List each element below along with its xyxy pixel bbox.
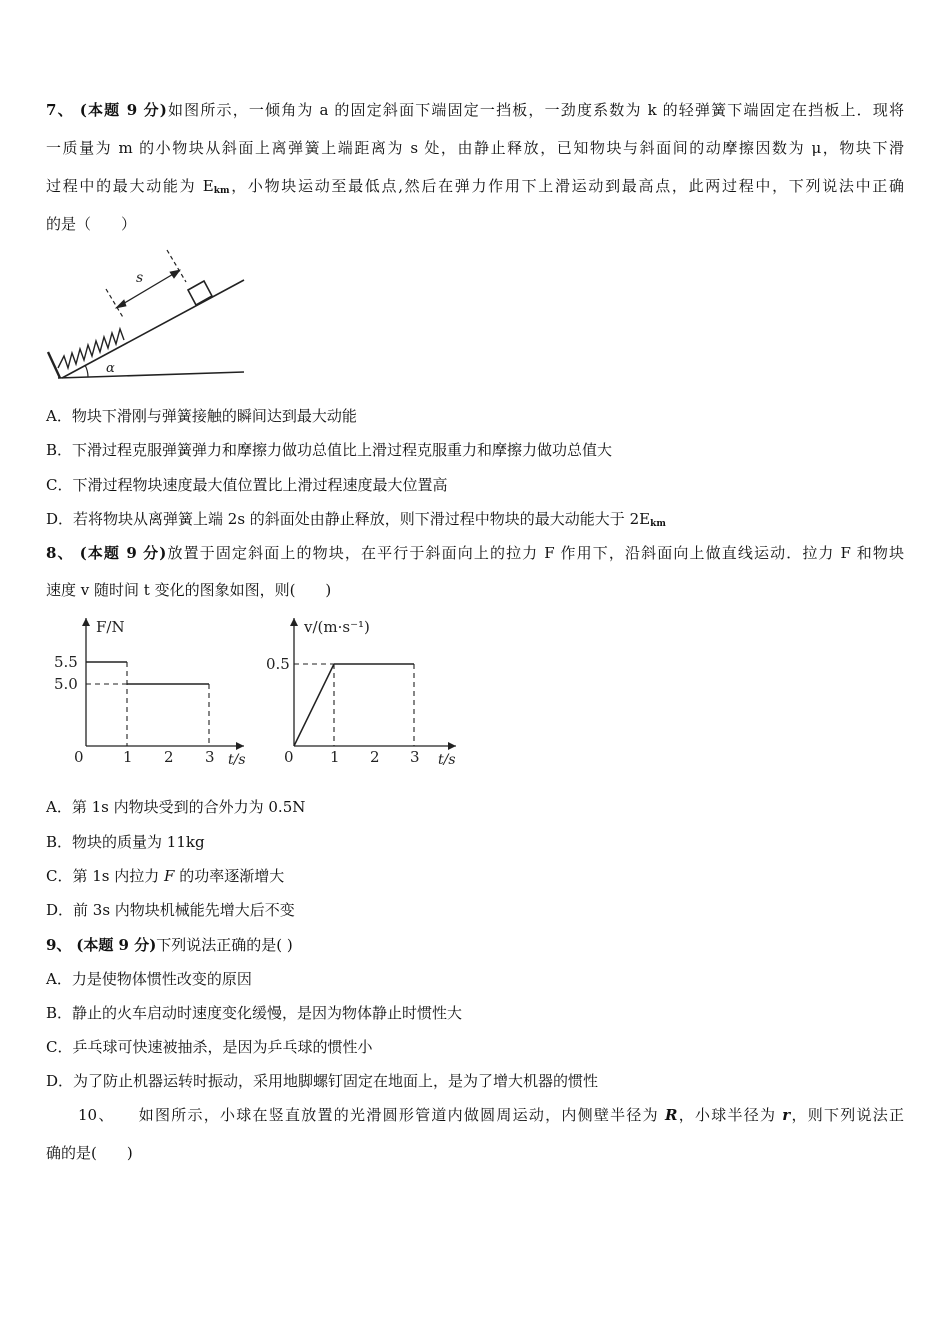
q7-text-3b: ，小物块运动至最低点,然后在弹力作用下上滑运动到最高点，此两过程中，下列说法中正确 xyxy=(229,177,905,195)
incline-line xyxy=(62,280,244,378)
f-y-tick-label: 5.5 xyxy=(54,653,78,671)
q7-line-3 xyxy=(46,176,904,201)
f-xlabel: t/s xyxy=(228,752,246,768)
q7-option-b-text: B．下滑过程克服弹簧弹力和摩擦力做功总值比上滑过程克服重力和摩擦力做功总值大 xyxy=(46,441,613,459)
q10-text-1c: ，则下列说法正 xyxy=(790,1106,904,1124)
f-y-tick-label: 5.0 xyxy=(54,675,78,693)
q10-R: R xyxy=(664,1106,678,1124)
s-arrow-line xyxy=(116,270,180,308)
q7-text-4: 的是（ ） xyxy=(46,215,137,233)
q7-option-a xyxy=(46,406,357,426)
q9-stem xyxy=(46,935,293,955)
force-time-chart xyxy=(48,612,258,774)
q10-line-2 xyxy=(46,1143,133,1163)
q8-number: 8、 xyxy=(46,544,74,562)
v-xlabel: t/s xyxy=(438,752,456,768)
q7-sub-km: km xyxy=(213,186,230,196)
v-y-tick-label: 0.5 xyxy=(266,655,290,673)
q8-option-c-text-a: C．第 1s 内拉力 xyxy=(46,867,165,885)
f-x-tick-label: 3 xyxy=(205,748,215,766)
q8-option-a-text: A．第 1s 内物块受到的合外力为 0.5N xyxy=(46,798,306,816)
q7-text-1: 如图所示，一倾角为 a 的固定斜面下端固定一挡板，一劲度系数为 k 的轻弹簧下端固定在挡板上．现将 xyxy=(166,101,905,119)
v-x-tick-label: 2 xyxy=(370,748,380,766)
q8-score: (本题 9 分) xyxy=(79,544,167,562)
baffle xyxy=(48,352,60,378)
q9-option-c xyxy=(46,1037,372,1057)
q10-number: 10、 xyxy=(78,1106,115,1124)
s-arrow-head-right xyxy=(170,270,180,278)
q9-option-c-text: C．乒乓球可快速被抽杀，是因为乒乓球的惯性小 xyxy=(46,1038,373,1056)
q10-r: r xyxy=(782,1106,791,1124)
q8-line-2 xyxy=(46,580,331,600)
q7-text-3a: 过程中的最大动能为 E xyxy=(46,177,214,195)
q9-option-a-text: A．力是使物体惯性改变的原因 xyxy=(46,970,252,988)
f-y-arrow xyxy=(82,618,90,626)
q9-option-b xyxy=(46,1003,462,1023)
q7-option-b xyxy=(46,440,612,460)
q8-line-1 xyxy=(46,543,904,563)
v-x-tick-label: 0 xyxy=(284,748,294,766)
v-series-segment xyxy=(294,664,334,746)
fig-alpha-label: α xyxy=(106,361,115,376)
q8-option-c-text-b: 的功率逐渐增大 xyxy=(174,867,285,885)
v-ylabel: v/(m·s⁻¹) xyxy=(304,618,370,636)
v-x-arrow xyxy=(448,742,456,750)
q9-stem-text: 下列说法正确的是( ) xyxy=(156,936,293,954)
q7-line-4 xyxy=(46,214,136,234)
q8-option-b xyxy=(46,832,205,852)
q7-option-c xyxy=(46,475,447,495)
q9-option-d xyxy=(46,1071,598,1091)
q8-option-d xyxy=(46,900,295,920)
q8-option-c xyxy=(46,866,284,886)
f-x-tick-label: 0 xyxy=(74,748,84,766)
q8-option-b-text: B．物块的质量为 11kg xyxy=(46,833,205,851)
f-x-tick-label: 2 xyxy=(164,748,174,766)
q7-line-2 xyxy=(46,138,904,158)
q7-option-d-text: D．若将物块从离弹簧上端 2s 的斜面处由静止释放，则下滑过程中物块的最大动能大于 2E xyxy=(46,510,651,528)
q8-option-d-text: D．前 3s 内物块机械能先增大后不变 xyxy=(46,901,295,919)
f-x-arrow xyxy=(236,742,244,750)
q7-option-d xyxy=(46,509,666,534)
q7-option-a-text: A．物块下滑刚与弹簧接触的瞬间达到最大动能 xyxy=(46,407,357,425)
block xyxy=(188,281,212,305)
q8-text-2: 速度 v 随时间 t 变化的图象如图，则( ) xyxy=(46,581,332,599)
angle-arc xyxy=(85,365,88,377)
dash-ref-block xyxy=(167,250,186,282)
f-ylabel: F/N xyxy=(96,618,125,636)
q9-option-a xyxy=(46,969,252,989)
q7-line-1 xyxy=(46,100,904,120)
f-x-tick-label: 1 xyxy=(123,748,133,766)
q8-option-a xyxy=(46,797,305,817)
q7-text-2: 一质量为 m 的小物块从斜面上离弹簧上端距离为 s 处，由静止释放，已知物块与斜面间的动摩擦因数为 μ，物块下滑 xyxy=(46,139,904,157)
q10-text-1b: ，小球半径为 xyxy=(677,1106,783,1124)
q7-number: 7、 xyxy=(46,101,74,119)
v-x-tick-label: 3 xyxy=(410,748,420,766)
q9-option-b-text: B．静止的火车启动时速度变化缓慢，是因为物体静止时惯性大 xyxy=(46,1004,463,1022)
q10-text-1a: 如图所示，小球在竖直放置的光滑圆形管道内做圆周运动，内侧壁半径为 xyxy=(138,1106,665,1124)
ground-line xyxy=(58,372,244,378)
q10-line-1 xyxy=(78,1105,904,1125)
q9-option-d-text: D．为了防止机器运转时振动，采用地脚螺钉固定在地面上，是为了增大机器的惯性 xyxy=(46,1072,599,1090)
q10-text-2: 确的是( ) xyxy=(46,1144,133,1162)
incline-spring-figure xyxy=(44,244,248,384)
s-arrow-head-left xyxy=(116,300,126,308)
velocity-time-chart xyxy=(262,612,470,774)
fig-s-label: s xyxy=(136,270,144,286)
v-x-tick-label: 1 xyxy=(330,748,340,766)
v-y-arrow xyxy=(290,618,298,626)
q7-score: (本题 9 分) xyxy=(79,101,167,119)
q9-score: (本题 9 分) xyxy=(76,936,157,954)
q8-text-1: 放置于固定斜面上的物块，在平行于斜面向上的拉力 F 作用下，沿斜面向上做直线运动．拉力 F 和物块 xyxy=(166,544,904,562)
q8-option-c-f: F xyxy=(164,867,175,885)
q7-option-d-sub: km xyxy=(650,519,666,529)
q7-option-c-text: C．下滑过程物块速度最大值位置比上滑过程速度最大位置高 xyxy=(46,476,448,494)
q9-number: 9、 xyxy=(46,936,72,954)
